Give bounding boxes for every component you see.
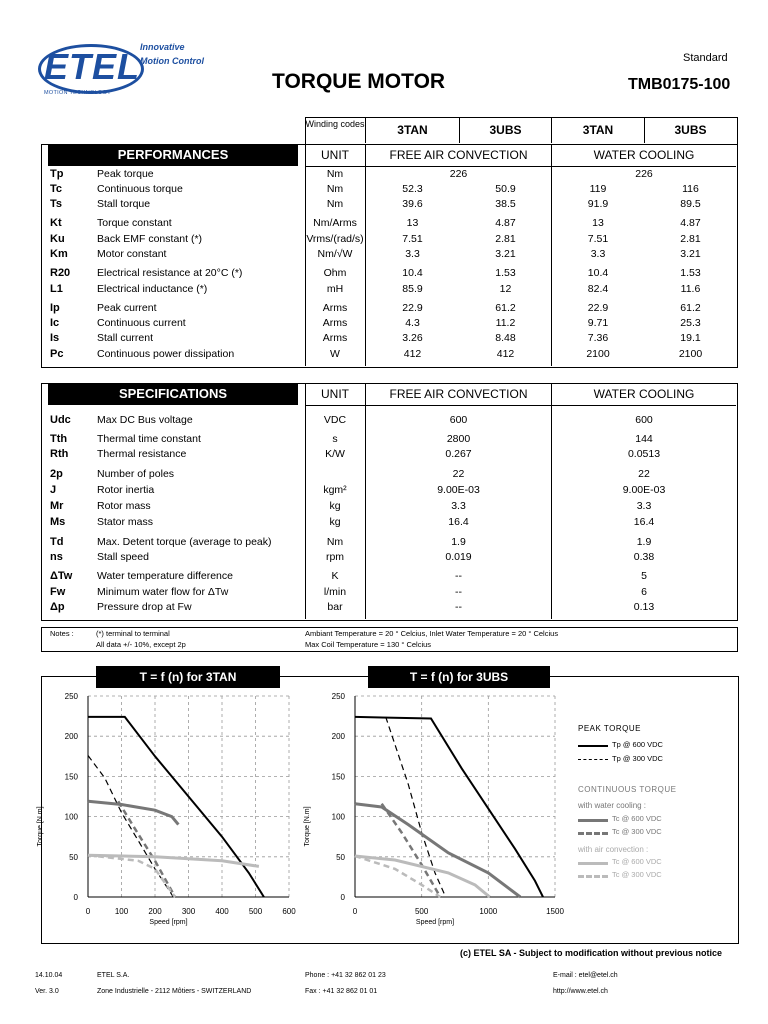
winding-code-1: 3TAN — [397, 123, 428, 137]
x-tick-label: 100 — [114, 907, 129, 916]
perf-unit: Nm — [326, 198, 344, 210]
spec-value-water: 22 — [638, 468, 650, 480]
spec-description: Rotor inertia — [97, 484, 155, 496]
y-tick-label: 50 — [69, 852, 78, 862]
chart-title-3tan: T = f (n) for 3TAN — [96, 666, 280, 688]
perf-description: Electrical inductance (*) — [97, 283, 208, 295]
perf-unit: W — [330, 348, 340, 360]
winding-code-2: 3UBS — [489, 123, 522, 137]
x-axis-label: Speed [rpm] — [415, 919, 455, 926]
perf-value: 2.81 — [680, 233, 701, 245]
perf-value: 2100 — [586, 348, 610, 360]
perf-symbol: Ip — [50, 302, 60, 314]
spec-value-water: 0.0513 — [627, 448, 661, 460]
perf-description: Back EMF constant (*) — [97, 233, 203, 245]
model-number: TMB0175-100 — [628, 76, 731, 93]
legend-continuous-title: CONTINUOUS TORQUE — [578, 785, 677, 794]
legend-water-sub: with water cooling : — [578, 801, 647, 810]
perf-value: 25.3 — [680, 317, 701, 329]
x-tick-label: 600 — [282, 907, 296, 916]
x-tick-label: 0 — [352, 907, 358, 916]
spec-description: Water temperature difference — [97, 570, 233, 582]
spec-unit: kg — [329, 516, 341, 528]
perf-value: 1.53 — [680, 267, 701, 279]
perf-value: 3.3 — [590, 248, 606, 260]
y-tick-label: 0 — [73, 893, 78, 902]
perf-description: Stall current — [97, 332, 154, 344]
standard-label: Standard — [683, 52, 728, 64]
perf-unit: Arms — [322, 317, 348, 329]
perf-value: 61.2 — [495, 302, 516, 314]
winding-codes-label: Winding codes — [305, 119, 365, 129]
perf-value: 19.1 — [680, 332, 701, 344]
perf-value: 3.3 — [405, 248, 420, 260]
x-tick-label: 200 — [148, 907, 162, 916]
spec-description: Thermal time constant — [97, 433, 201, 445]
perf-symbol: Tp — [50, 168, 64, 180]
chart-title-3ubs: T = f (n) for 3UBS — [368, 666, 550, 688]
spec-symbol: Ms — [50, 516, 66, 528]
perf-value: 11.2 — [495, 317, 516, 329]
legend-peak-title: PEAK TORQUE — [578, 724, 641, 733]
perf-unit: Nm/√W — [317, 248, 353, 260]
legend-tc300: Tc @ 300 VDC — [612, 827, 662, 836]
footer-phone: Phone : +41 32 862 01 23 — [305, 972, 386, 979]
legend-tp600-swatch — [578, 745, 608, 747]
legend-tp600: Tp @ 600 VDC — [612, 740, 663, 749]
footer-web[interactable]: http://www.etel.ch — [553, 988, 608, 995]
spec-value-air: 600 — [449, 414, 468, 426]
perf-value: 22.9 — [587, 302, 609, 314]
perf-unit: Arms — [322, 332, 348, 344]
tagline-2: Motion Control — [140, 56, 204, 66]
perf-description: Electrical resistance at 20°C (*) — [97, 267, 243, 279]
spec-unit: rpm — [325, 551, 345, 563]
perf-symbol: L1 — [50, 283, 63, 295]
perf-value: 7.36 — [587, 332, 609, 344]
perf-value: 2100 — [678, 348, 703, 360]
footer-version: Ver. 3.0 — [35, 988, 59, 995]
spec-value-water: 600 — [635, 414, 653, 426]
copyright-notice: (c) ETEL SA - Subject to modification without previous notice — [460, 948, 723, 958]
perf-description: Continuous torque — [97, 183, 183, 195]
perf-value: 12 — [499, 283, 512, 295]
x-tick-label: 1500 — [546, 907, 564, 916]
y-tick-label: 150 — [331, 772, 345, 782]
y-tick-label: 150 — [64, 772, 78, 782]
perf-value-water: 226 — [635, 168, 653, 180]
perf-value: 4.87 — [495, 217, 516, 229]
y-tick-label: 250 — [64, 692, 78, 701]
perf-value: 412 — [496, 348, 515, 360]
legend-tca300: Tc @ 300 VDC — [612, 870, 662, 879]
perf-description: Motor constant — [97, 248, 167, 260]
perf-value: 4.3 — [405, 317, 420, 329]
perf-value: 13 — [406, 217, 419, 229]
footer-date: 14.10.04 — [35, 972, 63, 979]
spec-description: Minimum water flow for ΔTw — [97, 586, 229, 598]
perf-value: 85.9 — [402, 283, 423, 295]
spec-value-air: -- — [455, 601, 462, 613]
perf-unit: Nm — [326, 168, 344, 180]
spec-value-air: -- — [455, 586, 462, 598]
perf-value: 1.53 — [495, 267, 516, 279]
perf-value: 9.71 — [587, 317, 609, 329]
spec-symbol: Td — [50, 536, 64, 548]
spec-value-air: 0.019 — [445, 551, 472, 563]
perf-unit-header: UNIT — [321, 148, 349, 162]
perf-description: Continuous current — [97, 317, 186, 329]
spec-unit: bar — [327, 601, 343, 613]
perf-value: 10.4 — [587, 267, 609, 279]
spec-unit: s — [332, 433, 338, 445]
spec-symbol: J — [50, 484, 57, 496]
perf-symbol: Ic — [50, 317, 60, 329]
perf-value: 4.87 — [680, 217, 701, 229]
notes-label: Notes : — [50, 629, 74, 638]
specifications-title: SPECIFICATIONS — [48, 383, 298, 405]
spec-unit: l/min — [323, 586, 347, 598]
legend-tc300-swatch — [578, 832, 608, 835]
x-tick-label: 400 — [215, 907, 229, 916]
spec-unit: kgm² — [323, 484, 347, 496]
winding-code-3: 3TAN — [582, 123, 614, 137]
spec-symbol: Δp — [50, 601, 65, 613]
perf-value: 11.6 — [680, 283, 701, 295]
legend-tca600: Tc @ 600 VDC — [612, 857, 662, 866]
perf-value: 7.51 — [587, 233, 609, 245]
x-tick-label: 500 — [248, 907, 263, 916]
series-line — [88, 717, 264, 897]
footer-company: ETEL S.A. — [97, 972, 130, 979]
perf-value: 82.4 — [587, 283, 609, 295]
spec-free-air-header: FREE AIR CONVECTION — [389, 387, 528, 401]
y-tick-label: 0 — [340, 893, 345, 902]
perf-value: 61.2 — [680, 302, 701, 314]
spec-value-air: 16.4 — [448, 516, 469, 528]
perf-unit: mH — [326, 283, 344, 295]
perf-unit: Nm/Arms — [313, 217, 357, 229]
perf-value: 116 — [682, 183, 699, 195]
y-tick-label: 200 — [331, 732, 345, 742]
note-ambient: Ambiant Temperature = 20 ° Celcius, Inlet Water Temperature = 20 ° Celcius — [305, 629, 559, 638]
perf-value: 8.48 — [495, 332, 516, 344]
spec-value-air: 9.00E-03 — [437, 484, 480, 496]
perf-unit: Ohm — [323, 267, 347, 279]
spec-symbol: Tth — [50, 433, 68, 445]
spec-value-water: 1.9 — [636, 536, 652, 548]
page-title: TORQUE MOTOR — [272, 70, 446, 93]
perf-value: 89.5 — [680, 198, 701, 210]
perf-symbol: R20 — [50, 267, 71, 279]
y-tick-label: 100 — [331, 812, 345, 822]
spec-value-water: 6 — [641, 586, 647, 598]
y-axis-label: Torque [N.m] — [304, 806, 311, 847]
perf-value: 3.26 — [402, 332, 423, 344]
perf-value: 3.21 — [680, 248, 701, 260]
spec-description: Rotor mass — [97, 500, 151, 512]
perf-value: 39.6 — [402, 198, 423, 210]
perf-value-air: 226 — [449, 168, 468, 180]
legend-tca300-swatch — [578, 875, 608, 878]
spec-value-water: 0.38 — [633, 551, 655, 563]
perf-unit: Arms — [322, 302, 348, 314]
winding-code-4: 3UBS — [674, 123, 707, 137]
series-line — [382, 804, 441, 897]
spec-value-air: 0.267 — [445, 448, 472, 460]
perf-free-air-header: FREE AIR CONVECTION — [389, 148, 528, 162]
note-tolerance: All data +/- 10%, except 2p — [96, 640, 186, 649]
company-logo: ETEL — [44, 46, 141, 87]
y-tick-label: 200 — [64, 732, 78, 742]
footer-fax: Fax : +41 32 862 01 01 — [305, 988, 378, 995]
perf-symbol: Km — [50, 248, 68, 260]
spec-value-air: 2800 — [446, 433, 471, 445]
perf-unit: Vrms/(rad/s) — [306, 233, 364, 245]
perf-value: 3.21 — [495, 248, 516, 260]
spec-symbol: ΔTw — [50, 570, 73, 582]
x-axis-label: Speed [rpm] — [149, 919, 188, 926]
perf-value: 7.51 — [402, 233, 423, 245]
logo-subtitle: MOTION TECHNOLOGY — [44, 90, 112, 96]
spec-description: Number of poles — [97, 468, 175, 480]
perf-unit: Nm — [326, 183, 344, 195]
spec-unit-header: UNIT — [321, 387, 349, 401]
spec-symbol: 2p — [50, 468, 63, 480]
perf-value: 13 — [592, 217, 604, 229]
series-line — [88, 855, 175, 897]
perf-symbol: Tc — [50, 183, 63, 195]
perf-description: Stall torque — [97, 198, 151, 210]
spec-value-water: 3.3 — [636, 500, 652, 512]
spec-water-header: WATER COOLING — [593, 387, 695, 401]
spec-description: Stator mass — [97, 516, 154, 528]
perf-description: Peak current — [97, 302, 157, 314]
footer-email[interactable]: E-mail : etel@etel.ch — [553, 972, 618, 979]
spec-value-air: 1.9 — [451, 536, 466, 548]
perf-description: Peak torque — [97, 168, 154, 180]
spec-value-water: 9.00E-03 — [622, 484, 666, 496]
x-tick-label: 300 — [181, 907, 196, 916]
spec-value-air: 3.3 — [451, 500, 466, 512]
spec-description: Thermal resistance — [97, 448, 187, 460]
spec-symbol: Mr — [50, 500, 64, 512]
perf-symbol: Ku — [50, 233, 65, 245]
legend-air-sub: with air convection : — [578, 845, 649, 854]
x-tick-label: 1000 — [479, 907, 498, 916]
spec-unit: VDC — [323, 414, 347, 426]
footer-address: Zone Industrielle - 2112 Môtiers - SWITZERLAND — [97, 988, 252, 995]
series-line — [88, 801, 178, 824]
perf-value: 91.9 — [587, 198, 609, 210]
spec-symbol: Udc — [50, 414, 71, 426]
perf-value: 22.9 — [402, 302, 423, 314]
spec-value-air: 22 — [452, 468, 465, 480]
legend-tca600-swatch — [578, 862, 608, 865]
perf-symbol: Pc — [50, 348, 64, 360]
x-tick-label: 0 — [85, 907, 91, 916]
perf-value: 10.4 — [402, 267, 423, 279]
spec-value-air: -- — [455, 570, 462, 582]
perf-symbol: Is — [50, 332, 60, 344]
spec-value-water: 144 — [635, 433, 653, 445]
spec-description: Stall speed — [97, 551, 149, 563]
perf-description: Continuous power dissipation — [97, 348, 235, 360]
perf-value: 412 — [403, 348, 422, 360]
spec-value-water: 5 — [641, 570, 647, 582]
note-terminal: (*) terminal to terminal — [96, 629, 170, 638]
perf-water-header: WATER COOLING — [593, 148, 695, 162]
spec-value-water: 16.4 — [633, 516, 655, 528]
performances-title: PERFORMANCES — [48, 144, 298, 166]
perf-symbol: Kt — [50, 217, 62, 229]
spec-symbol: Fw — [50, 586, 66, 598]
legend-tp300-swatch — [578, 759, 608, 760]
perf-symbol: Ts — [50, 198, 63, 210]
spec-description: Max DC Bus voltage — [97, 414, 193, 426]
note-coil-temp: Max Coil Temperature = 130 ° Celcius — [305, 640, 432, 649]
spec-symbol: ns — [50, 551, 63, 563]
perf-value: 38.5 — [495, 198, 516, 210]
spec-symbol: Rth — [50, 448, 69, 460]
spec-description: Pressure drop at Fw — [97, 601, 192, 613]
perf-value: 2.81 — [495, 233, 516, 245]
spec-unit: K — [331, 570, 339, 582]
y-tick-label: 100 — [64, 812, 78, 822]
perf-description: Torque constant — [97, 217, 172, 229]
perf-value: 50.9 — [495, 183, 516, 195]
legend-tp300: Tp @ 300 VDC — [612, 754, 663, 763]
tagline-1: Innovative — [140, 42, 185, 52]
spec-unit: kg — [329, 500, 341, 512]
y-tick-label: 50 — [336, 852, 345, 862]
spec-description: Max. Detent torque (average to peak) — [97, 536, 272, 548]
legend-tc600: Tc @ 600 VDC — [612, 814, 662, 823]
spec-unit: Nm — [326, 536, 344, 548]
spec-value-water: 0.13 — [633, 601, 655, 613]
y-tick-label: 250 — [331, 692, 345, 701]
spec-unit: K/W — [325, 448, 345, 460]
y-axis-label: Torque [N.m] — [37, 806, 44, 847]
perf-value: 52.3 — [402, 183, 423, 195]
x-tick-label: 500 — [414, 907, 429, 916]
perf-value: 119 — [589, 183, 607, 195]
legend-tc600-swatch — [578, 819, 608, 822]
